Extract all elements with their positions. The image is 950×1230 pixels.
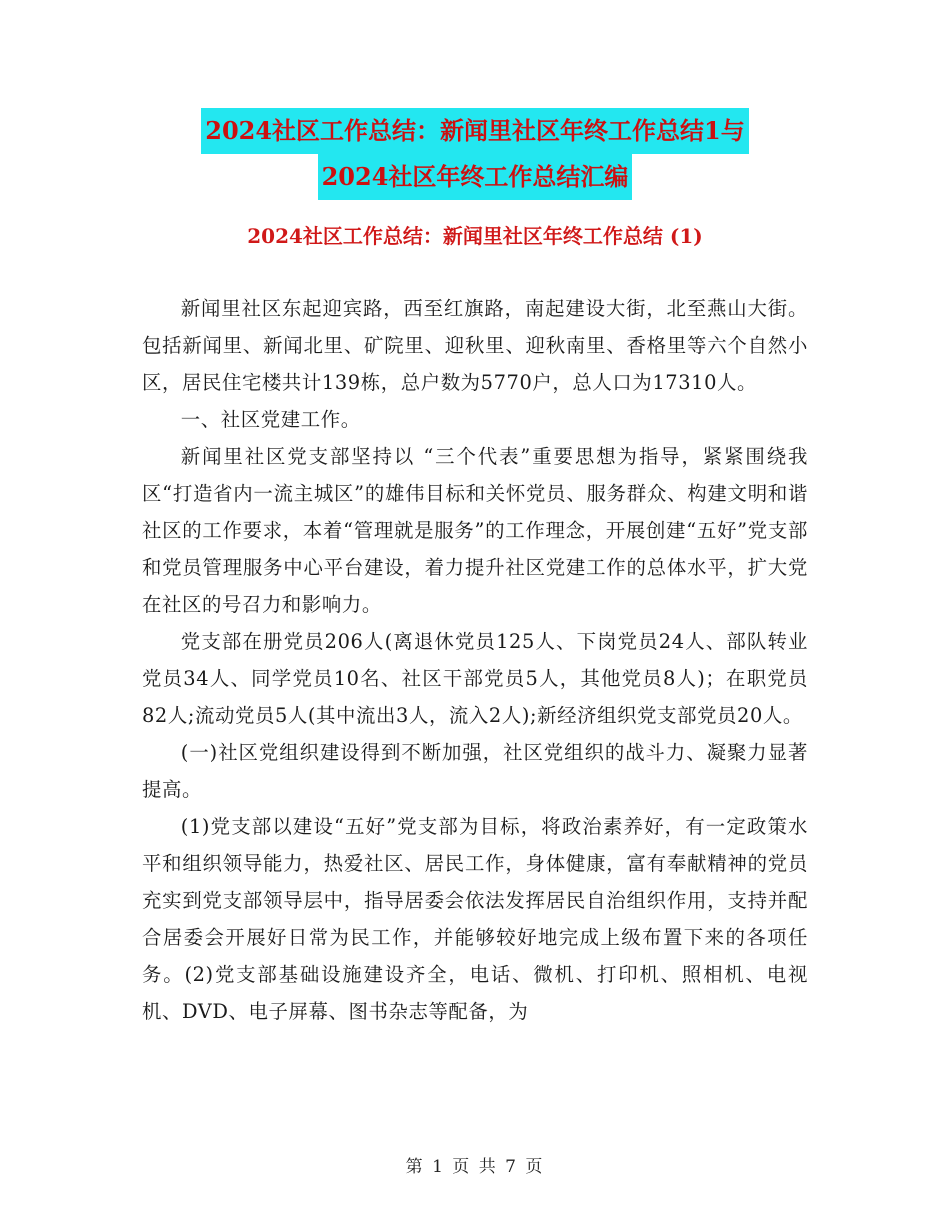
paragraph: (一)社区党组织建设得到不断加强，社区党组织的战斗力、凝聚力显著提高。	[142, 741, 808, 801]
document-title	[0, 108, 950, 200]
page-footer: 第 1 页 共 7 页	[405, 1157, 545, 1177]
paragraph: 一、社区党建工作。	[180, 408, 361, 431]
document-body	[142, 290, 808, 1030]
document-title-line-1: 2024社区工作总结：新闻里社区年终工作总结1与	[201, 108, 749, 154]
paragraph: 新闻里社区东起迎宾路，西至红旗路，南起建设大街，北至燕山大街。包括新闻里、新闻北里、矿院里、迎秋里、迎秋南里、香格里等六个自然小区，居民住宅楼共计139栋，总户数为5770户，总人口为17310人。	[142, 297, 808, 394]
paragraph: 党支部在册党员206人(离退休党员125人、下岗党员24人、部队转业党员34人、同学党员10名、社区干部党员5人，其他党员8人)；在职党员82人;流动党员5人(其中流出3人，流入2人);新经济组织党支部党员20人。	[142, 630, 808, 727]
document-title-line-2: 2024社区年终工作总结汇编	[318, 154, 633, 200]
paragraph: 新闻里社区党支部坚持以 “三个代表”重要思想为指导，紧紧围绕我区“打造省内一流主城区”的雄伟目标和关怀党员、服务群众、构建文明和谐社区的工作要求，本着“管理就是服务”的工作理念，开展创建“五好”党支部和党员管理服务中心平台建设，着力提升社区党建工作的总体水平，扩大党在社区的号召力和影响力。	[142, 445, 808, 616]
paragraph: (1)党支部以建设“五好”党支部为目标，将政治素养好，有一定政策水平和组织领导能力，热爱社区、居民工作，身体健康，富有奉献精神的党员充实到党支部领导层中，指导居委会依法发挥居民自治组织作用，支持并配合居委会开展好日常为民工作，并能够较好地完成上级布置下来的各项任务。(2)党支部基础设施建设齐全，电话、微机、打印机、照相机、电视机、DVD、电子屏幕、图书杂志等配备，为	[142, 815, 808, 1023]
section-title: 2024社区工作总结：新闻里社区年终工作总结 (1)	[247, 224, 703, 248]
